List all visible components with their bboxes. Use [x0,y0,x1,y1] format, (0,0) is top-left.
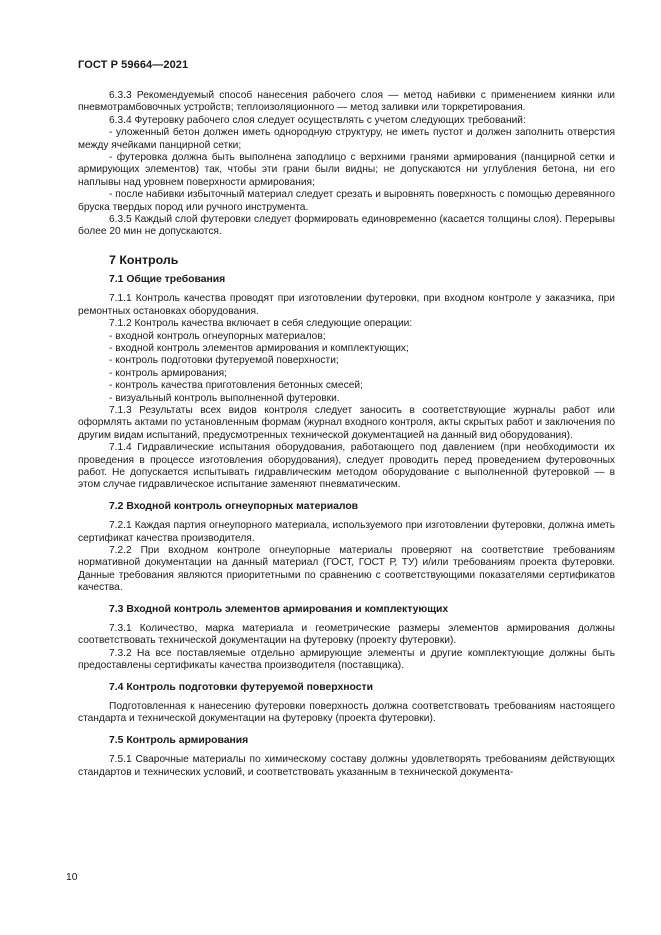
section-7-2-heading: 7.2 Входной контроль огнеупорных материалов [109,500,359,512]
page-number: 10 [66,872,78,883]
paragraph-7-1-2: 7.1.2 Контроль качества включает в себя следующие операции: [109,318,413,330]
list-item: - визуальный контроль выполненной футеровки. [109,392,340,404]
section-7-heading: 7 Контроль [109,252,179,267]
list-item: - контроль качества приготовления бетонных смесей; [109,380,363,392]
section-7-3-heading: 7.3 Входной контроль элементов армирования и комплектующих [109,603,449,615]
paragraph-7-1-4: 7.1.4 Гидравлические испытания оборудования, работающего под давлением (при необходимости их проведения в процессе изготовления оборудования), следует проводить перед проведением футеровочных работ. Не допускается испытывать гидравлическим методом оборудование с выполненной футеровкой — в этом случае гидравлическое испытание заменяют пневматическим. [78,442,615,491]
paragraph-7-1-1: 7.1.1 Контроль качества проводят при изготовлении футеровки, при входном контроле у заказчика, при ремонтных остановках оборудования. [78,293,615,317]
list-item: - контроль армирования; [109,367,227,379]
list-item: - уложенный бетон должен иметь однородную структуру, не иметь пустот и должен заполнить отверстия между ячейками панцирной сетки; [78,127,615,151]
paragraph-7-2-1: 7.2.1 Каждая партия огнеупорного материала, используемого при изготовлении футеровки, должна иметь сертификат качества производителя. [78,520,615,544]
paragraph-7-2-2: 7.2.2 При входном контроле огнеупорные материалы проверяют на соответствие требованиям нормативной документации на данный материал (ГОСТ, ГОСТ Р, ТУ) и/или требованиям проекта футеровки. Данные требования являются приоритетными по сравнению с соответствующими показателями сертификатов качества. [78,545,615,594]
section-7-5-heading: 7.5 Контроль армирования [109,734,249,746]
paragraph-7-1-3: 7.1.3 Результаты всех видов контроля следует заносить в соответствующие журналы работ или оформлять актами по установленным формам (журнал входного контроля, акты скрытых работ и заключения по другим видам испытаний, предусмотренных технической документацией на данный вид оборудования). [78,404,615,441]
paragraph-7-3-2: 7.3.2 На все поставляемые отдельно армирующие элементы и другие комплектующие должны быть предоставлены сертификаты качества производителя (поставщика). [78,647,615,672]
paragraph-7-4: Подготовленная к нанесению футеровки поверхность должна соответствовать требованиям настоящего стандарта и технической документации на футеровку (проекта футеровки). [78,701,615,725]
list-item: - после набивки избыточный материал следует срезать и выровнять поверхность с помощью деревянного бруска твердых пород или ручного инструмента. [78,189,615,213]
document-body [78,90,615,779]
section-7-4-heading: 7.4 Контроль подготовки футеруемой поверхности [109,681,373,693]
paragraph-7-3-1: 7.3.1 Количество, марка материала и геометрические размеры элементов армирования должны соответствовать технической документации на футеровку (проекту футеровки). [78,623,615,647]
document-code-header: ГОСТ Р 59664—2021 [78,59,189,71]
list-item: - контроль подготовки футеруемой поверхности; [109,355,339,367]
section-7-1-heading: 7.1 Общие требования [109,273,226,285]
list-item: - входной контроль огнеупорных материалов; [109,330,326,342]
paragraph-6-3-5: 6.3.5 Каждый слой футеровки следует формировать единовременно (касается толщины слоя). Перерывы более 20 мин не допускаются. [78,214,615,238]
paragraph-6-3-3: 6.3.3 Рекомендуемый способ нанесения рабочего слоя — метод набивки с применением киянки или пневмотрамбовочных устройств; теплоизоляционного — метод заливки или торкретирования. [78,90,615,114]
list-item: - входной контроль элементов армирования и комплектующих; [109,342,409,354]
paragraph-6-3-4: 6.3.4 Футеровку рабочего слоя следует осуществлять с учетом следующих требований: [109,114,526,126]
paragraph-7-5-1: 7.5.1 Сварочные материалы по химическому составу должны удовлетворять требованиям действующих стандартов и технических условий, и соответствовать указанным в технической документа- [78,754,615,778]
list-item: - футеровка должна быть выполнена заподлицо с верхними гранями армирования (панцирной сетки и армирующих элементов) так, чтобы эти грани были видны; не допускаются ни углубления бетона, ни его наплывы над уровнем поверхности армирования; [78,152,615,188]
